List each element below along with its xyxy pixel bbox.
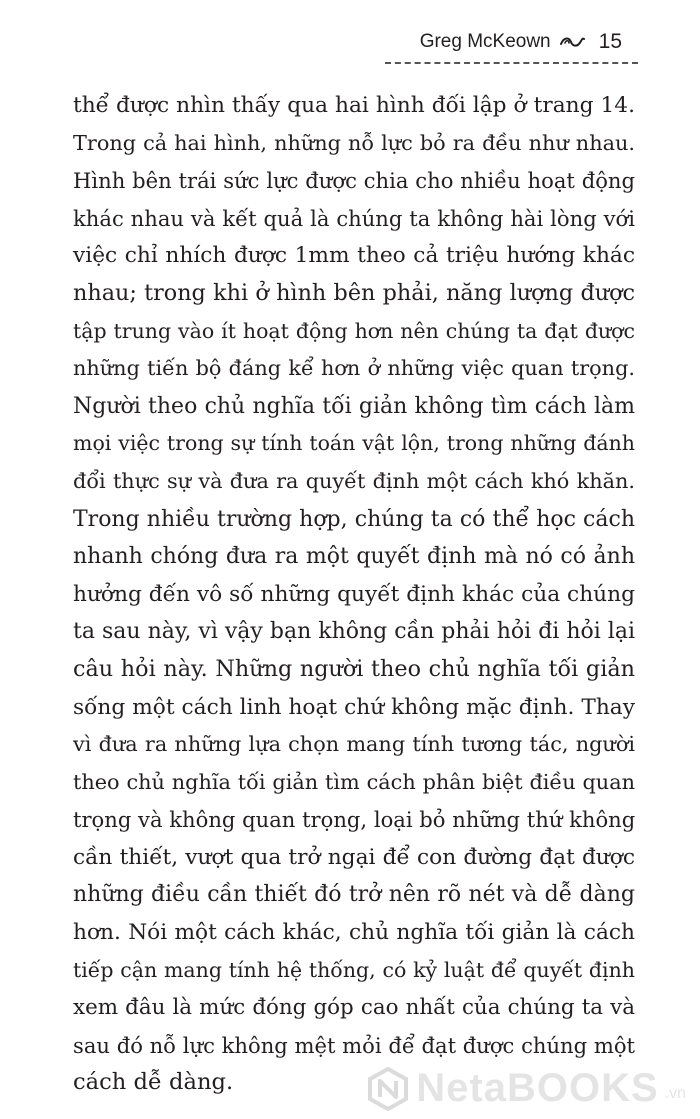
text-line: những tiến bộ đáng kể hơn ở những việc quan trọng. (73, 356, 635, 381)
body-text (73, 87, 635, 1102)
header-author: Greg McKeown (419, 31, 551, 52)
text-line: tập trung vào ít hoạt động hơn nên chúng ta đạt được (73, 318, 635, 343)
text-line: thể được nhìn thấy qua hai hình đối lập ở trang 14. (73, 93, 635, 118)
text-line: cách dễ dàng. (73, 1069, 234, 1096)
text-line: xem đâu là mức đóng góp cao nhất của chúng ta và (73, 995, 635, 1021)
text-line: nhau; trong khi ở hình bên phải, năng lượng được (73, 279, 635, 306)
text-line: Trong nhiều trường hợp, chúng ta có thể học cách (73, 506, 635, 532)
swirl-ornament-icon (559, 35, 585, 49)
netabooks-logo-icon (366, 1067, 410, 1111)
text-line: hưởng đến vô số những quyết định khác của chúng (73, 581, 635, 607)
text-line: nhanh chóng đưa ra một quyết định mà nó có ảnh (73, 544, 635, 570)
text-line: theo chủ nghĩa tối giản tìm cách phân biệt điều quan (73, 769, 635, 794)
watermark-suffix: .vn (664, 1085, 686, 1102)
text-line: những điều cần thiết đó trở nên rõ nét và dễ dàng (73, 882, 635, 908)
watermark-text: NetaBOOKS (416, 1066, 659, 1110)
page-number: 15 (598, 30, 622, 53)
text-line: đổi thực sự và đưa ra quyết định một cách khó khăn. (73, 468, 635, 493)
text-line: câu hỏi này. Những người theo chủ nghĩa tối giản (73, 655, 635, 682)
text-line: Người theo chủ nghĩa tối giản không tìm cách làm (73, 393, 635, 419)
text-line: ta sau này, vì vậy bạn không cần phải hỏi đi hỏi lại (73, 619, 635, 645)
text-line: tiếp cận mang tính hệ thống, có kỷ luật để quyết định (73, 957, 635, 982)
watermark (366, 1066, 686, 1111)
text-line: Trong cả hai hình, những nỗ lực bỏ ra đều như nhau. (73, 130, 635, 155)
text-line: vì đưa ra những lựa chọn mang tính tương tác, người (73, 732, 635, 757)
text-line: hơn. Nói một cách khác, chủ nghĩa tối giản là cách (73, 920, 635, 946)
header-divider (385, 62, 638, 64)
text-line: khác nhau và kết quả là chúng ta không hài lòng với (73, 205, 635, 231)
text-line: việc chỉ nhích được 1mm theo cả triệu hướng khác (73, 243, 635, 269)
text-line: mọi việc trong sự tính toán vật lộn, trong những đánh (73, 431, 635, 456)
text-line: trọng và không quan trọng, loại bỏ những thứ không (73, 807, 636, 833)
text-line: cần thiết, vượt qua trở ngại để con đường đạt được (73, 844, 635, 870)
text-line: Hình bên trái sức lực được chia cho nhiều hoạt động (73, 168, 635, 194)
text-line: sau đó nỗ lực không mệt mỏi để đạt được chúng một (73, 1032, 636, 1058)
text-line: sống một cách linh hoạt chứ không mặc định. Thay (73, 694, 635, 720)
running-header (420, 30, 622, 54)
